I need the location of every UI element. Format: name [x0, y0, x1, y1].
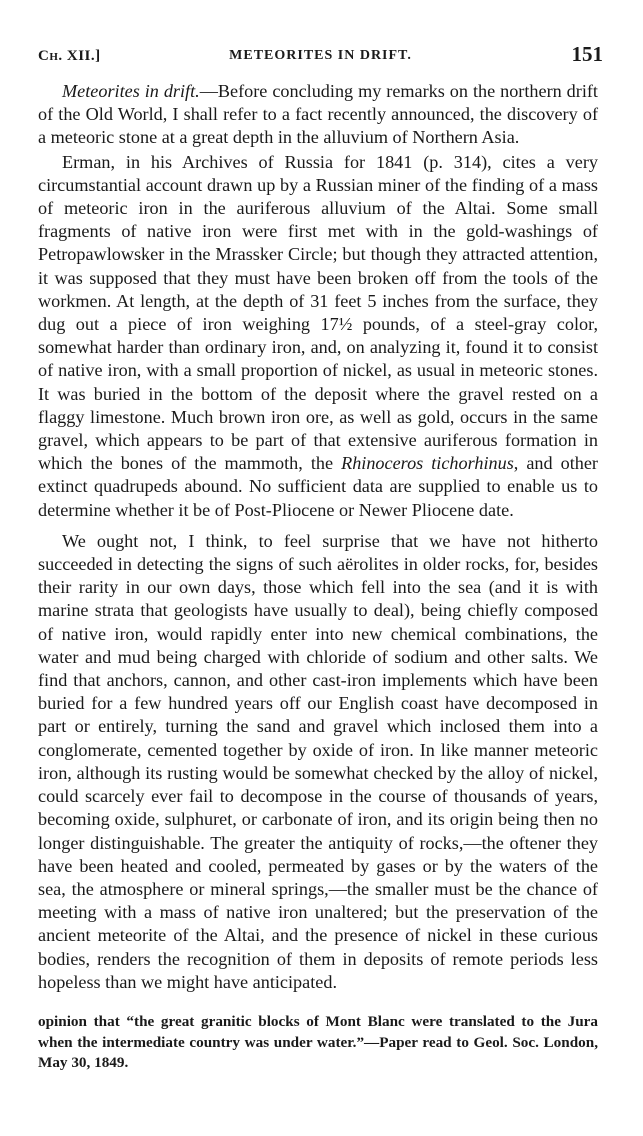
main-text	[38, 80, 598, 994]
paragraph-aerolites-older-rocks	[38, 530, 598, 994]
running-header	[38, 42, 603, 72]
chapter-reference: Ch. XII.]	[38, 48, 101, 64]
paragraph-text: , and other extinct quadrupeds abound. No sufficient data are supplied to enable us to determine whether it be of Post-Pliocene or Newer Pliocene date.	[38, 453, 598, 520]
paragraph-meteorites-in-drift	[38, 80, 598, 150]
section-side-heading: Meteorites in drift.	[62, 81, 200, 101]
footnote-text: opinion that “the great granitic blocks of Mont Blanc were translated to the Jura when the intermediate country was under water.”—Paper read to Geol. Soc. London, May 30, 1849.	[38, 1013, 598, 1071]
paragraph-text: Erman, in his Archives of Russia for 1841 (p. 314), cites a very circumstantial account drawn up by a Russian miner of the finding of a mass of meteoric iron in the auriferous alluvium of the Altai. Some small fragments of native iron were first met with in the gold-washings of Petropawlowsker in the Mrassker Circle; but though they attracted attention, it was supposed that they must have been broken off from the tools of the workmen. At length, at the depth of 31 feet 5 inches from the surface, they dug out a piece of iron weighing 17½ pounds, of a steel-gray color, somewhat harder than ordinary iron, and, on analyzing it, found it to consist of native iron, with a small proportion of nickel, as usual in meteoric stones. It was buried in the bottom of the deposit where the gravel rested on a flaggy limestone. Much brown iron ore, as well as gold, occurs in the same gravel, which appears to be part of that extensive auriferous formation in which the bones of the mammoth, the	[38, 151, 598, 474]
page-number: 151	[571, 42, 603, 66]
paragraph-text: —Before concluding my remarks on the northern drift of the Old World, I shall refer to a fact recently announced, the discovery of a meteoric stone at a great depth in the alluvium of Northern Asia.	[38, 81, 598, 148]
paragraph-erman-account	[38, 151, 598, 522]
footnote	[38, 1012, 598, 1074]
running-title: METEORITES IN DRIFT.	[229, 48, 412, 63]
paragraph-text: We ought not, I think, to feel surprise that we have not hitherto succeeded in detecting the signs of such aërolites in older rocks, for, besides their rarity in our own days, those which fell into the sea (and it is with marine strata that geologists have usually to deal), being chiefly composed of native iron, would rapidly enter into new chemical combinations, the water and mud being charged with chloride of sodium and other salts. We find that anchors, cannon, and other cast-iron implements which have been buried for a few hundred years off our English coast have decomposed in part or entirely, turning the sand and gravel which inclosed them into a conglomerate, cemented together by oxide of iron. In like manner meteoric iron, although its rusting would be somewhat checked by the alloy of nickel, could scarcely ever fail to decompose in the course of thousands of years, becoming oxide, sulphuret, or carbonate of iron, and its origin being then no longer distinguishable. The greater the antiquity of rocks,—the oftener they have been heated and cooled, permeated by gases or by the waters of the sea, the atmosphere or mineral springs,—the smaller must be the chance of meeting with a mass of native iron unaltered; but the preservation of the ancient meteorite of the Altai, and the presence of nickel in these curious bodies, renders the recognition of them in deposits of remote periods less hopeless than we might have anticipated.	[38, 530, 598, 992]
species-name: Rhinoceros tichorhinus	[341, 453, 514, 474]
